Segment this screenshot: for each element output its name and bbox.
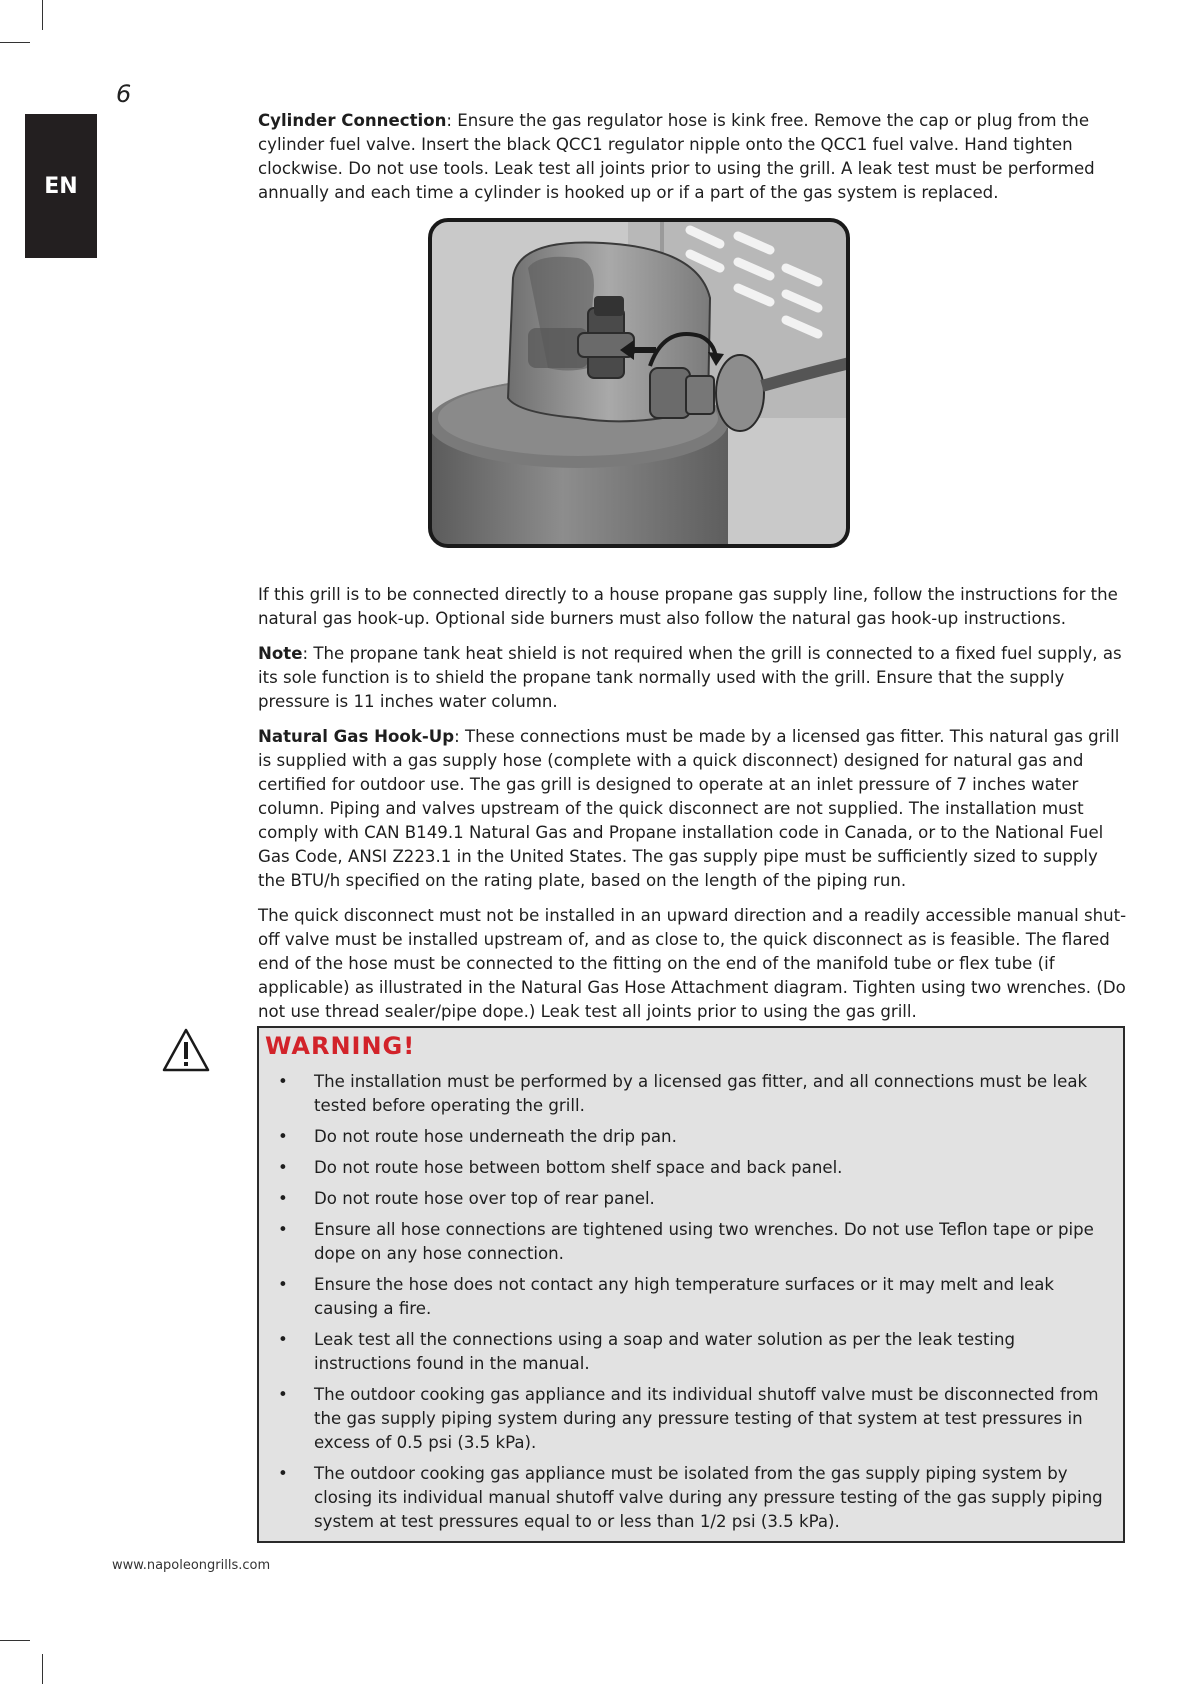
language-tab: EN (25, 114, 97, 258)
warning-item: • Ensure the hose does not contact any high temperature surfaces or it may melt and leak causing a fire. (278, 1275, 1055, 1318)
note-title: Note (258, 644, 303, 663)
house-supply-paragraph: If this grill is to be connected directly to a house propane gas supply line, follow the instructions for the natural gas hook-up. Optional side burners must also follow the natural gas hook-up instructions. (258, 585, 1118, 628)
warning-item: • Do not route hose between bottom shelf space and back panel. (278, 1158, 843, 1177)
crop-mark (0, 1640, 30, 1641)
warning-item: • Do not route hose over top of rear panel. (278, 1189, 655, 1208)
footer-website-link[interactable]: www.napoleongrills.com (112, 1558, 271, 1573)
warning-item: • Leak test all the connections using a soap and water solution as per the leak testing instructions found in the manual. (278, 1330, 1016, 1373)
cylinder-connection-text: : Ensure the gas regulator hose is kink free. Remove the cap or plug from the cylinder fuel valve. Insert the black QCC1 regulator nipple onto the QCC1 fuel valve. Hand tighten clockwise. Do not use tools. Leak test all joints prior to using the grill. A leak test must be performed annually and each time a cylinder is hooked up or if a part of the gas system is replaced. (258, 111, 1095, 202)
warning-item: • The outdoor cooking gas appliance and its individual shutoff valve must be disconnected from the gas supply piping system during any pressure testing of that system at test pressures in excess of 0.5 psi (3.5 kPa). (278, 1385, 1099, 1452)
gas-hookup-section (258, 583, 1128, 1035)
natural-gas-paragraph (258, 725, 1128, 893)
cylinder-connection-section (258, 109, 1128, 216)
warning-item: • Ensure all hose connections are tightened using two wrenches. Do not use Teflon tape or pipe dope on any hose connection. (278, 1220, 1094, 1263)
note-paragraph (258, 642, 1128, 714)
natural-gas-text: : These connections must be made by a licensed gas fitter. This natural gas grill is supplied with a gas supply hose (complete with a quick disconnect) designed for natural gas and certified for outdoor use. The gas grill is designed to operate at an inlet pressure of 7 inches water column. Piping and valves upstream of the quick disconnect are not supplied. The installation must comply with CAN B149.1 Natural Gas and Propane installation code in Canada, or to the National Fuel Gas Code, ANSI Z223.1 in the United States. The gas supply pipe must be sufficiently sized to supply the BTU/h specified on the rating plate, based on the length of the piping run. (258, 727, 1120, 890)
warning-item: • The installation must be performed by a licensed gas fitter, and all connections must be leak tested before operating the grill. (278, 1072, 1088, 1115)
propane-tank-illustration (428, 218, 850, 548)
cylinder-connection-title: Cylinder Connection (258, 111, 447, 130)
cylinder-connection-illustration (428, 218, 850, 548)
warning-list (259, 1070, 1125, 1541)
warning-title: WARNING! (265, 1032, 416, 1060)
warning-box (257, 1026, 1125, 1543)
note-text: : The propane tank heat shield is not required when the grill is connected to a fixed fuel supply, as its sole function is to shield the propane tank normally used with the grill. Ensure that the supply pressure is 11 inches water column. (258, 644, 1122, 711)
natural-gas-title: Natural Gas Hook-Up (258, 727, 455, 746)
crop-mark (42, 0, 43, 30)
crop-mark (0, 42, 30, 43)
crop-mark (42, 1654, 43, 1684)
warning-item: • The outdoor cooking gas appliance must be isolated from the gas supply piping system by closing its individual manual shutoff valve during any pressure testing of the gas supply piping system at test pressures equal to or less than 1/2 psi (3.5 kPa). (278, 1464, 1103, 1531)
warning-item: • Do not route hose underneath the drip pan. (278, 1127, 677, 1146)
page-number: 6 (116, 80, 132, 108)
warning-triangle-icon (161, 1027, 211, 1073)
quick-disconnect-paragraph: The quick disconnect must not be installed in an upward direction and a readily accessible manual shut-off valve must be installed upstream of, and as close to, the quick disconnect as is feasible. The flared end of the hose must be connected to the fitting on the end of the manifold tube or flex tube (if applicable) as illustrated in the Natural Gas Hose Attachment diagram. Tighten using two wrenches. (Do not use thread sealer/pipe dope.) Leak test all joints prior to using the gas grill. (258, 906, 1127, 1021)
cylinder-connection-paragraph (258, 109, 1128, 205)
